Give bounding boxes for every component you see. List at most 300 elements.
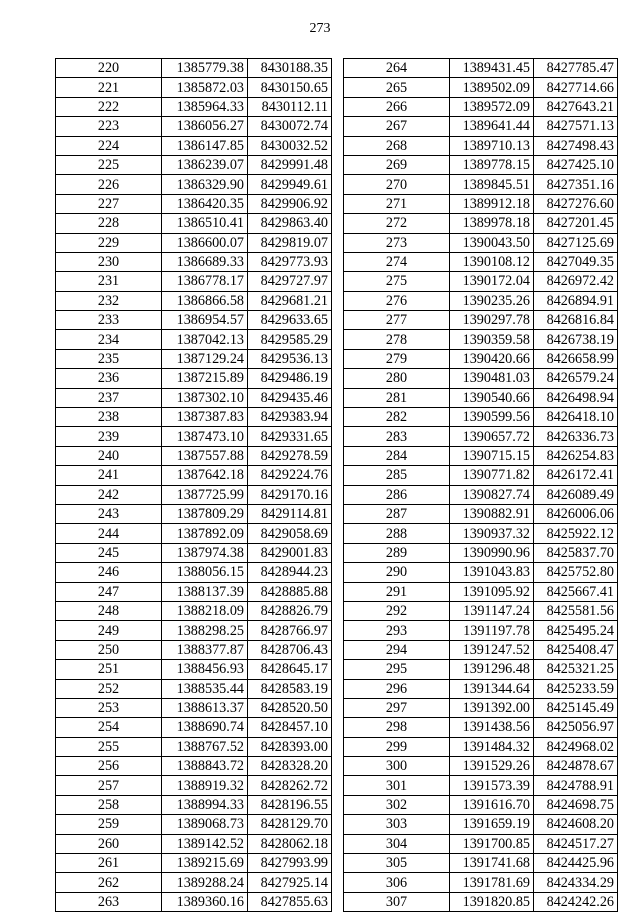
table-row bbox=[344, 155, 618, 174]
x-coordinate-cell: 1386239.07 bbox=[162, 155, 248, 174]
y-coordinate-cell: 8429224.76 bbox=[248, 466, 332, 485]
x-coordinate-cell: 1386600.07 bbox=[162, 233, 248, 252]
table-row bbox=[344, 252, 618, 271]
point-number-cell: 221 bbox=[56, 78, 162, 97]
table-row bbox=[344, 563, 618, 582]
point-number-cell: 249 bbox=[56, 621, 162, 640]
y-coordinate-cell: 8428129.70 bbox=[248, 815, 332, 834]
point-number-cell: 228 bbox=[56, 214, 162, 233]
table-row bbox=[344, 698, 618, 717]
point-number-cell: 253 bbox=[56, 698, 162, 717]
y-coordinate-cell: 8429536.13 bbox=[248, 349, 332, 368]
y-coordinate-cell: 8429863.40 bbox=[248, 214, 332, 233]
y-coordinate-cell: 8430188.35 bbox=[248, 59, 332, 78]
coordinates-table-right-body bbox=[344, 59, 618, 912]
x-coordinate-cell: 1385779.38 bbox=[162, 59, 248, 78]
y-coordinate-cell: 8427571.13 bbox=[534, 117, 618, 136]
point-number-cell: 238 bbox=[56, 408, 162, 427]
x-coordinate-cell: 1390540.66 bbox=[450, 388, 534, 407]
x-coordinate-cell: 1385872.03 bbox=[162, 78, 248, 97]
x-coordinate-cell: 1389978.18 bbox=[450, 214, 534, 233]
y-coordinate-cell: 8425233.59 bbox=[534, 679, 618, 698]
table-row bbox=[56, 272, 332, 291]
y-coordinate-cell: 8428062.18 bbox=[248, 834, 332, 853]
point-number-cell: 227 bbox=[56, 194, 162, 213]
point-number-cell: 286 bbox=[344, 485, 450, 504]
x-coordinate-cell: 1388456.93 bbox=[162, 660, 248, 679]
point-number-cell: 242 bbox=[56, 485, 162, 504]
y-coordinate-cell: 8426418.10 bbox=[534, 408, 618, 427]
y-coordinate-cell: 8427643.21 bbox=[534, 97, 618, 116]
x-coordinate-cell: 1388843.72 bbox=[162, 757, 248, 776]
x-coordinate-cell: 1389360.16 bbox=[162, 892, 248, 911]
page-number: 273 bbox=[309, 21, 331, 36]
y-coordinate-cell: 8426498.94 bbox=[534, 388, 618, 407]
x-coordinate-cell: 1391043.83 bbox=[450, 563, 534, 582]
x-coordinate-cell: 1387725.99 bbox=[162, 485, 248, 504]
point-number-cell: 235 bbox=[56, 349, 162, 368]
table-row bbox=[344, 504, 618, 523]
x-coordinate-cell: 1391197.78 bbox=[450, 621, 534, 640]
table-row bbox=[56, 446, 332, 465]
x-coordinate-cell: 1389912.18 bbox=[450, 194, 534, 213]
y-coordinate-cell: 8424517.27 bbox=[534, 834, 618, 853]
y-coordinate-cell: 8428645.17 bbox=[248, 660, 332, 679]
y-coordinate-cell: 8427785.47 bbox=[534, 59, 618, 78]
y-coordinate-cell: 8429435.46 bbox=[248, 388, 332, 407]
point-number-cell: 307 bbox=[344, 892, 450, 911]
table-row bbox=[56, 854, 332, 873]
y-coordinate-cell: 8429278.59 bbox=[248, 446, 332, 465]
x-coordinate-cell: 1386866.58 bbox=[162, 291, 248, 310]
y-coordinate-cell: 8428196.55 bbox=[248, 795, 332, 814]
point-number-cell: 243 bbox=[56, 504, 162, 523]
table-row bbox=[56, 330, 332, 349]
table-row bbox=[56, 757, 332, 776]
point-number-cell: 241 bbox=[56, 466, 162, 485]
point-number-cell: 299 bbox=[344, 737, 450, 756]
table-row bbox=[344, 718, 618, 737]
table-row bbox=[56, 621, 332, 640]
x-coordinate-cell: 1390599.56 bbox=[450, 408, 534, 427]
y-coordinate-cell: 8428328.20 bbox=[248, 757, 332, 776]
table-row bbox=[344, 388, 618, 407]
point-number-cell: 226 bbox=[56, 175, 162, 194]
y-coordinate-cell: 8429001.83 bbox=[248, 543, 332, 562]
y-coordinate-cell: 8427276.60 bbox=[534, 194, 618, 213]
y-coordinate-cell: 8428706.43 bbox=[248, 640, 332, 659]
coordinates-table-left bbox=[55, 58, 332, 912]
y-coordinate-cell: 8430150.65 bbox=[248, 78, 332, 97]
x-coordinate-cell: 1388767.52 bbox=[162, 737, 248, 756]
point-number-cell: 295 bbox=[344, 660, 450, 679]
point-number-cell: 260 bbox=[56, 834, 162, 853]
x-coordinate-cell: 1386689.33 bbox=[162, 252, 248, 271]
x-coordinate-cell: 1389142.52 bbox=[162, 834, 248, 853]
table-row bbox=[344, 679, 618, 698]
y-coordinate-cell: 8429949.61 bbox=[248, 175, 332, 194]
table-row bbox=[56, 543, 332, 562]
point-number-cell: 268 bbox=[344, 136, 450, 155]
y-coordinate-cell: 8429114.81 bbox=[248, 504, 332, 523]
point-number-cell: 303 bbox=[344, 815, 450, 834]
y-coordinate-cell: 8429906.92 bbox=[248, 194, 332, 213]
table-row bbox=[56, 795, 332, 814]
table-row bbox=[56, 834, 332, 853]
y-coordinate-cell: 8427498.43 bbox=[534, 136, 618, 155]
y-coordinate-cell: 8425837.70 bbox=[534, 543, 618, 562]
x-coordinate-cell: 1388218.09 bbox=[162, 601, 248, 620]
point-number-cell: 239 bbox=[56, 427, 162, 446]
point-number-cell: 291 bbox=[344, 582, 450, 601]
table-row bbox=[56, 601, 332, 620]
x-coordinate-cell: 1389845.51 bbox=[450, 175, 534, 194]
y-coordinate-cell: 8426254.83 bbox=[534, 446, 618, 465]
table-row bbox=[56, 640, 332, 659]
table-row bbox=[56, 311, 332, 330]
y-coordinate-cell: 8427925.14 bbox=[248, 873, 332, 892]
table-row bbox=[56, 815, 332, 834]
x-coordinate-cell: 1391438.56 bbox=[450, 718, 534, 737]
point-number-cell: 279 bbox=[344, 349, 450, 368]
point-number-cell: 283 bbox=[344, 427, 450, 446]
point-number-cell: 298 bbox=[344, 718, 450, 737]
point-number-cell: 265 bbox=[344, 78, 450, 97]
table-row bbox=[56, 718, 332, 737]
x-coordinate-cell: 1391700.85 bbox=[450, 834, 534, 853]
y-coordinate-cell: 8429383.94 bbox=[248, 408, 332, 427]
x-coordinate-cell: 1387974.38 bbox=[162, 543, 248, 562]
x-coordinate-cell: 1391659.19 bbox=[450, 815, 534, 834]
x-coordinate-cell: 1387642.18 bbox=[162, 466, 248, 485]
y-coordinate-cell: 8425667.41 bbox=[534, 582, 618, 601]
table-row bbox=[344, 136, 618, 155]
y-coordinate-cell: 8427201.45 bbox=[534, 214, 618, 233]
y-coordinate-cell: 8425321.25 bbox=[534, 660, 618, 679]
x-coordinate-cell: 1389215.69 bbox=[162, 854, 248, 873]
table-row bbox=[344, 524, 618, 543]
table-row bbox=[56, 136, 332, 155]
point-number-cell: 300 bbox=[344, 757, 450, 776]
point-number-cell: 258 bbox=[56, 795, 162, 814]
point-number-cell: 292 bbox=[344, 601, 450, 620]
point-number-cell: 267 bbox=[344, 117, 450, 136]
table-row bbox=[344, 194, 618, 213]
point-number-cell: 294 bbox=[344, 640, 450, 659]
y-coordinate-cell: 8428826.79 bbox=[248, 601, 332, 620]
table-row bbox=[56, 892, 332, 911]
point-number-cell: 256 bbox=[56, 757, 162, 776]
y-coordinate-cell: 8425495.24 bbox=[534, 621, 618, 640]
y-coordinate-cell: 8426336.73 bbox=[534, 427, 618, 446]
point-number-cell: 246 bbox=[56, 563, 162, 582]
y-coordinate-cell: 8430112.11 bbox=[248, 97, 332, 116]
x-coordinate-cell: 1388919.32 bbox=[162, 776, 248, 795]
point-number-cell: 293 bbox=[344, 621, 450, 640]
table-row bbox=[344, 892, 618, 911]
y-coordinate-cell: 8428885.88 bbox=[248, 582, 332, 601]
x-coordinate-cell: 1388535.44 bbox=[162, 679, 248, 698]
y-coordinate-cell: 8429819.07 bbox=[248, 233, 332, 252]
y-coordinate-cell: 8429991.48 bbox=[248, 155, 332, 174]
table-row bbox=[344, 59, 618, 78]
table-row bbox=[56, 252, 332, 271]
table-row bbox=[56, 660, 332, 679]
y-coordinate-cell: 8429773.93 bbox=[248, 252, 332, 271]
y-coordinate-cell: 8428520.50 bbox=[248, 698, 332, 717]
point-number-cell: 273 bbox=[344, 233, 450, 252]
y-coordinate-cell: 8424698.75 bbox=[534, 795, 618, 814]
x-coordinate-cell: 1390771.82 bbox=[450, 466, 534, 485]
point-number-cell: 225 bbox=[56, 155, 162, 174]
point-number-cell: 223 bbox=[56, 117, 162, 136]
y-coordinate-cell: 8424608.20 bbox=[534, 815, 618, 834]
point-number-cell: 269 bbox=[344, 155, 450, 174]
y-coordinate-cell: 8426006.06 bbox=[534, 504, 618, 523]
table-row bbox=[344, 795, 618, 814]
y-coordinate-cell: 8424334.29 bbox=[534, 873, 618, 892]
table-row bbox=[56, 291, 332, 310]
point-number-cell: 270 bbox=[344, 175, 450, 194]
y-coordinate-cell: 8427425.10 bbox=[534, 155, 618, 174]
table-row bbox=[344, 446, 618, 465]
table-row bbox=[344, 640, 618, 659]
x-coordinate-cell: 1391484.32 bbox=[450, 737, 534, 756]
y-coordinate-cell: 8427049.35 bbox=[534, 252, 618, 271]
x-coordinate-cell: 1391616.70 bbox=[450, 795, 534, 814]
table-row bbox=[56, 117, 332, 136]
x-coordinate-cell: 1390481.03 bbox=[450, 369, 534, 388]
x-coordinate-cell: 1386056.27 bbox=[162, 117, 248, 136]
x-coordinate-cell: 1389778.15 bbox=[450, 155, 534, 174]
x-coordinate-cell: 1387473.10 bbox=[162, 427, 248, 446]
table-row bbox=[56, 214, 332, 233]
point-number-cell: 306 bbox=[344, 873, 450, 892]
point-number-cell: 240 bbox=[56, 446, 162, 465]
point-number-cell: 266 bbox=[344, 97, 450, 116]
y-coordinate-cell: 8428766.97 bbox=[248, 621, 332, 640]
point-number-cell: 259 bbox=[56, 815, 162, 834]
table-row bbox=[344, 311, 618, 330]
table-row bbox=[344, 291, 618, 310]
table-row bbox=[344, 757, 618, 776]
x-coordinate-cell: 1386329.90 bbox=[162, 175, 248, 194]
point-number-cell: 301 bbox=[344, 776, 450, 795]
x-coordinate-cell: 1388613.37 bbox=[162, 698, 248, 717]
point-number-cell: 297 bbox=[344, 698, 450, 717]
y-coordinate-cell: 8430032.52 bbox=[248, 136, 332, 155]
x-coordinate-cell: 1389572.09 bbox=[450, 97, 534, 116]
point-number-cell: 222 bbox=[56, 97, 162, 116]
table-row bbox=[56, 388, 332, 407]
x-coordinate-cell: 1388137.39 bbox=[162, 582, 248, 601]
x-coordinate-cell: 1391820.85 bbox=[450, 892, 534, 911]
y-coordinate-cell: 8425408.47 bbox=[534, 640, 618, 659]
x-coordinate-cell: 1389710.13 bbox=[450, 136, 534, 155]
x-coordinate-cell: 1389431.45 bbox=[450, 59, 534, 78]
y-coordinate-cell: 8426658.99 bbox=[534, 349, 618, 368]
point-number-cell: 272 bbox=[344, 214, 450, 233]
table-row bbox=[344, 815, 618, 834]
table-row bbox=[344, 854, 618, 873]
y-coordinate-cell: 8430072.74 bbox=[248, 117, 332, 136]
point-number-cell: 231 bbox=[56, 272, 162, 291]
table-row bbox=[344, 466, 618, 485]
x-coordinate-cell: 1387042.13 bbox=[162, 330, 248, 349]
x-coordinate-cell: 1388994.33 bbox=[162, 795, 248, 814]
x-coordinate-cell: 1389641.44 bbox=[450, 117, 534, 136]
x-coordinate-cell: 1390882.91 bbox=[450, 504, 534, 523]
y-coordinate-cell: 8426816.84 bbox=[534, 311, 618, 330]
table-row bbox=[56, 524, 332, 543]
coordinates-table-right bbox=[343, 58, 618, 912]
point-number-cell: 285 bbox=[344, 466, 450, 485]
y-coordinate-cell: 8427993.99 bbox=[248, 854, 332, 873]
x-coordinate-cell: 1387557.88 bbox=[162, 446, 248, 465]
x-coordinate-cell: 1388690.74 bbox=[162, 718, 248, 737]
table-row bbox=[344, 485, 618, 504]
point-number-cell: 237 bbox=[56, 388, 162, 407]
y-coordinate-cell: 8425581.56 bbox=[534, 601, 618, 620]
y-coordinate-cell: 8428944.23 bbox=[248, 563, 332, 582]
x-coordinate-cell: 1388298.25 bbox=[162, 621, 248, 640]
point-number-cell: 302 bbox=[344, 795, 450, 814]
y-coordinate-cell: 8427125.69 bbox=[534, 233, 618, 252]
y-coordinate-cell: 8424968.02 bbox=[534, 737, 618, 756]
table-row bbox=[344, 117, 618, 136]
point-number-cell: 250 bbox=[56, 640, 162, 659]
table-row bbox=[56, 427, 332, 446]
y-coordinate-cell: 8429486.19 bbox=[248, 369, 332, 388]
y-coordinate-cell: 8429681.21 bbox=[248, 291, 332, 310]
x-coordinate-cell: 1386510.41 bbox=[162, 214, 248, 233]
y-coordinate-cell: 8424242.26 bbox=[534, 892, 618, 911]
table-row bbox=[344, 349, 618, 368]
y-coordinate-cell: 8428583.19 bbox=[248, 679, 332, 698]
table-row bbox=[56, 97, 332, 116]
point-number-cell: 254 bbox=[56, 718, 162, 737]
x-coordinate-cell: 1391147.24 bbox=[450, 601, 534, 620]
y-coordinate-cell: 8429633.65 bbox=[248, 311, 332, 330]
point-number-cell: 236 bbox=[56, 369, 162, 388]
point-number-cell: 234 bbox=[56, 330, 162, 349]
table-row bbox=[56, 59, 332, 78]
table-row bbox=[56, 563, 332, 582]
x-coordinate-cell: 1391392.00 bbox=[450, 698, 534, 717]
x-coordinate-cell: 1389288.24 bbox=[162, 873, 248, 892]
point-number-cell: 247 bbox=[56, 582, 162, 601]
y-coordinate-cell: 8428393.00 bbox=[248, 737, 332, 756]
table-row bbox=[344, 214, 618, 233]
x-coordinate-cell: 1391529.26 bbox=[450, 757, 534, 776]
point-number-cell: 277 bbox=[344, 311, 450, 330]
x-coordinate-cell: 1390043.50 bbox=[450, 233, 534, 252]
point-number-cell: 290 bbox=[344, 563, 450, 582]
x-coordinate-cell: 1389502.09 bbox=[450, 78, 534, 97]
x-coordinate-cell: 1387129.24 bbox=[162, 349, 248, 368]
x-coordinate-cell: 1390937.32 bbox=[450, 524, 534, 543]
x-coordinate-cell: 1391573.39 bbox=[450, 776, 534, 795]
y-coordinate-cell: 8429727.97 bbox=[248, 272, 332, 291]
y-coordinate-cell: 8428262.72 bbox=[248, 776, 332, 795]
point-number-cell: 252 bbox=[56, 679, 162, 698]
y-coordinate-cell: 8427714.66 bbox=[534, 78, 618, 97]
x-coordinate-cell: 1388056.15 bbox=[162, 563, 248, 582]
table-row bbox=[56, 155, 332, 174]
y-coordinate-cell: 8425056.97 bbox=[534, 718, 618, 737]
y-coordinate-cell: 8424878.67 bbox=[534, 757, 618, 776]
x-coordinate-cell: 1390657.72 bbox=[450, 427, 534, 446]
point-number-cell: 261 bbox=[56, 854, 162, 873]
y-coordinate-cell: 8429585.29 bbox=[248, 330, 332, 349]
point-number-cell: 281 bbox=[344, 388, 450, 407]
x-coordinate-cell: 1390172.04 bbox=[450, 272, 534, 291]
y-coordinate-cell: 8426894.91 bbox=[534, 291, 618, 310]
table-row bbox=[56, 78, 332, 97]
table-row bbox=[344, 427, 618, 446]
x-coordinate-cell: 1390359.58 bbox=[450, 330, 534, 349]
point-number-cell: 233 bbox=[56, 311, 162, 330]
point-number-cell: 284 bbox=[344, 446, 450, 465]
x-coordinate-cell: 1388377.87 bbox=[162, 640, 248, 659]
y-coordinate-cell: 8429170.16 bbox=[248, 485, 332, 504]
y-coordinate-cell: 8424425.96 bbox=[534, 854, 618, 873]
x-coordinate-cell: 1390235.26 bbox=[450, 291, 534, 310]
point-number-cell: 304 bbox=[344, 834, 450, 853]
x-coordinate-cell: 1390715.15 bbox=[450, 446, 534, 465]
y-coordinate-cell: 8426738.19 bbox=[534, 330, 618, 349]
x-coordinate-cell: 1386420.35 bbox=[162, 194, 248, 213]
x-coordinate-cell: 1390108.12 bbox=[450, 252, 534, 271]
point-number-cell: 245 bbox=[56, 543, 162, 562]
x-coordinate-cell: 1387215.89 bbox=[162, 369, 248, 388]
table-row bbox=[344, 330, 618, 349]
x-coordinate-cell: 1390990.96 bbox=[450, 543, 534, 562]
table-row bbox=[344, 272, 618, 291]
point-number-cell: 305 bbox=[344, 854, 450, 873]
point-number-cell: 263 bbox=[56, 892, 162, 911]
table-row bbox=[344, 776, 618, 795]
x-coordinate-cell: 1390827.74 bbox=[450, 485, 534, 504]
x-coordinate-cell: 1391095.92 bbox=[450, 582, 534, 601]
table-row bbox=[56, 776, 332, 795]
table-row bbox=[344, 601, 618, 620]
table-row bbox=[344, 233, 618, 252]
table-row bbox=[344, 582, 618, 601]
table-row bbox=[344, 97, 618, 116]
x-coordinate-cell: 1391344.64 bbox=[450, 679, 534, 698]
point-number-cell: 288 bbox=[344, 524, 450, 543]
point-number-cell: 276 bbox=[344, 291, 450, 310]
y-coordinate-cell: 8429331.65 bbox=[248, 427, 332, 446]
x-coordinate-cell: 1391247.52 bbox=[450, 640, 534, 659]
y-coordinate-cell: 8426089.49 bbox=[534, 485, 618, 504]
x-coordinate-cell: 1387809.29 bbox=[162, 504, 248, 523]
table-row bbox=[344, 175, 618, 194]
y-coordinate-cell: 8426172.41 bbox=[534, 466, 618, 485]
point-number-cell: 280 bbox=[344, 369, 450, 388]
x-coordinate-cell: 1390420.66 bbox=[450, 349, 534, 368]
x-coordinate-cell: 1390297.78 bbox=[450, 311, 534, 330]
table-row bbox=[56, 175, 332, 194]
y-coordinate-cell: 8425145.49 bbox=[534, 698, 618, 717]
point-number-cell: 244 bbox=[56, 524, 162, 543]
table-row bbox=[344, 543, 618, 562]
x-coordinate-cell: 1389068.73 bbox=[162, 815, 248, 834]
table-row bbox=[56, 233, 332, 252]
point-number-cell: 257 bbox=[56, 776, 162, 795]
table-row bbox=[344, 737, 618, 756]
